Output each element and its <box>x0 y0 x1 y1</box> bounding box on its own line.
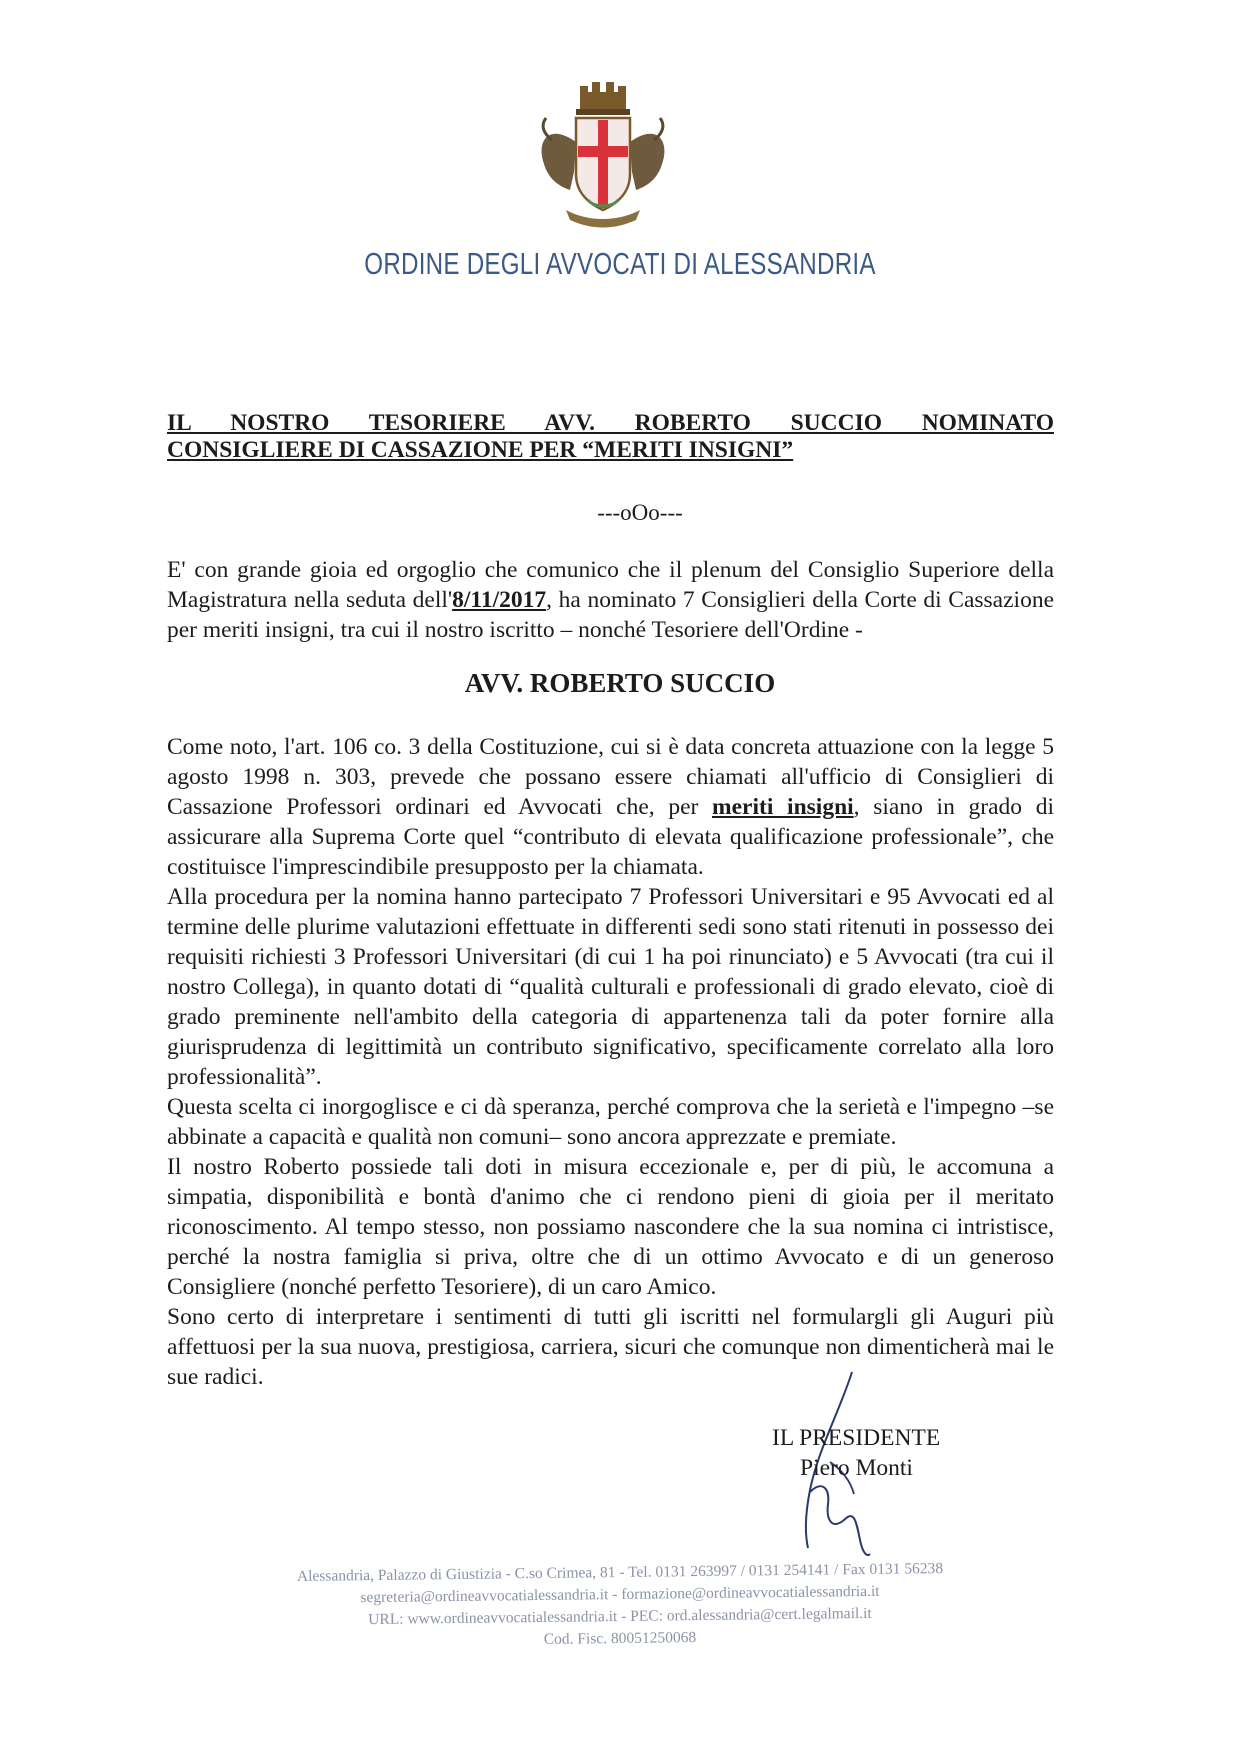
intro-paragraph <box>167 555 1054 645</box>
intro-text-after: , ha nominato 7 Consiglieri della Corte di Cassazione per meriti insigni, tra cui il nostro iscritto – nonché Tesoriere dell'Ordine - <box>167 587 1055 643</box>
coat-of-arms-icon <box>518 82 688 230</box>
signatory-name: Piero Monti <box>800 1455 913 1481</box>
letter-title-line1: IL NOSTRO TESORIERE AVV. ROBERTO SUCCIO NOMINATO <box>167 410 1054 436</box>
letter-title-line2: CONSIGLIERE DI CASSAZIONE PER “MERITI INSIGNI” <box>167 437 794 463</box>
signatory-title: IL PRESIDENTE <box>772 1425 941 1451</box>
paragraph-3: Questa scelta ci inorgoglisce e ci dà speranza, perché comprova che la serietà e l'impegno –se abbinate a capacità e qualità non comuni– sono ancora apprezzate e premiate. <box>167 1094 1054 1150</box>
honoree-name: AVV. ROBERTO SUCCIO <box>464 668 776 698</box>
separator: ---oOo--- <box>597 500 683 525</box>
paragraph-5: Sono certo di interpretare i sentimenti di tutti gli iscritti nel formulargli gli Auguri più affettuosi per la sua nuova, prestigiosa, carriera, sicuri che comunque non dimenticherà mai le sue radici. <box>167 1304 1054 1390</box>
paragraph-1-text-end: , siano in grado di assicurare alla Suprema Corte quel “contributo di elevata qualificazione professionale”, che costituisce l'imprescindibile presupposto per la chiamata. <box>167 794 1054 880</box>
footer-web: URL: www.ordineavvocatialessandria.it - PEC: ord.alessandria@cert.legalmail.it <box>368 1604 872 1629</box>
footer-emails: segreteria@ordineavvocatialessandria.it - formazione@ordineavvocatialessandria.it <box>360 1582 880 1607</box>
paragraph-4: Il nostro Roberto possiede tali doti in misura eccezionale e, per di più, le accomuna a simpatia, disponibilità e bontà d'animo che ci rendono pieni di gioia per il meritato riconoscimento. Al tempo stesso, non possiamo nascondere che la sua nomina ci intristisce, perché la nostra famiglia si priva, oltre che di un ottimo Avvocato e di un generoso Consigliere (nonché perfetto Tesoriere), di un caro Amico. <box>167 1154 1054 1300</box>
paragraph-1 <box>167 732 1054 882</box>
merits-emphasis: meriti insigni <box>712 794 854 820</box>
paragraph-2: Alla procedura per la nomina hanno partecipato 7 Professori Universitari e 95 Avvocati ed al termine delle plurime valutazioni effettuate in differenti sedi sono stati ritenuti in possesso dei requisiti richiesti 3 Professori Universitari (di cui 1 ha poi rinunciato) e 5 Avvocati (tra cui il nostro Collega), in quanto dotati di “qualità culturali e professionali di grado elevato, cioè di grado preminente nell'ambito della categoria di appartenenza tali da poter fornire alla giurisprudenza di legittimità un contributo significativo, specificamente correlato alla loro professionalità”. <box>167 884 1054 1090</box>
main-body <box>167 732 1054 1392</box>
intro-text-before: E' con grande gioia ed orgoglio che comunico che il plenum del Consiglio Superiore della Magistratura nella seduta dell' <box>167 557 1054 613</box>
session-date: 8/11/2017 <box>452 587 547 613</box>
letterhead-footer <box>150 1562 1090 1650</box>
footer-address: Alessandria, Palazzo di Giustizia - C.so Crimea, 81 - Tel. 0131 263997 / 0131 254141 / Fax 0131 56238 <box>296 1560 944 1585</box>
organization-name: ORDINE DEGLI AVVOCATI DI ALESSANDRIA <box>364 246 876 281</box>
footer-tax-code: Cod. Fisc. 80051250068 <box>543 1629 697 1648</box>
paragraph-1-text: Come noto, l'art. 106 co. 3 della Costituzione, cui si è data concreta attuazione con la legge 5 agosto 1998 n. 303, prevede che possano essere chiamati all'ufficio di Consiglieri di Cassazione Professori ordinari ed Avvocati che, per <box>167 734 1054 820</box>
